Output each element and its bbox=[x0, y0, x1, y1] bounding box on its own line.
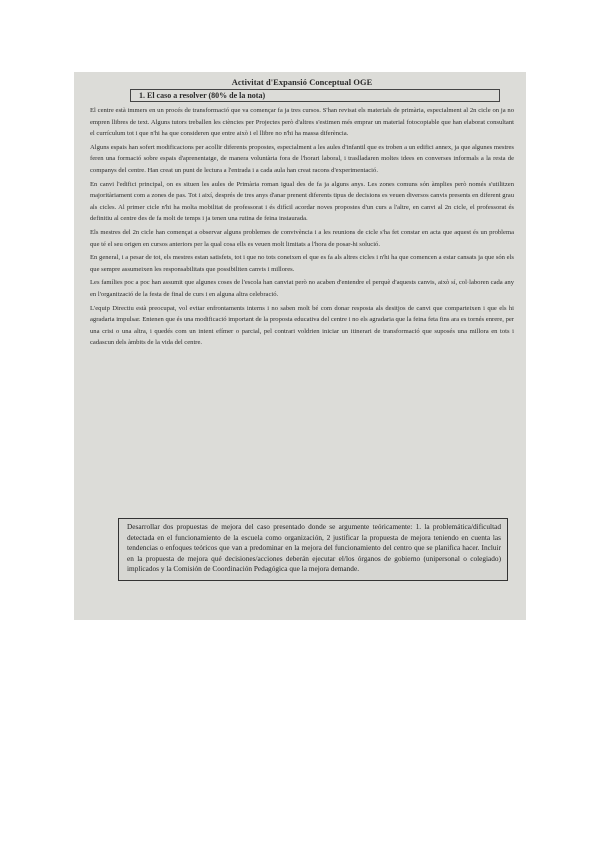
document-title: Activitat d'Expansió Conceptual OGE bbox=[231, 78, 373, 87]
paragraph-1: El centre està immers en un procés de transformació que va començar fa ja tres cursos. S'han revisat els materials de primària, especialment al 2n cicle on ja no empren llibres de text. Alguns tutors treballen les ciències per Projectes però d'altres s'estimen més emprar un material fotocopiable que han elaborat consultant el currículum tot i que n'hi ha que consideren que entre això i el llibre no n'hi ha massa diferència. bbox=[90, 107, 514, 138]
paragraph-3: En canvi l'edifici principal, on es situen les aules de Primària roman igual des de fa ja alguns anys. Les zones comuns són àmplies però només s'utilitzen majoritàriament com a zones de pas. Tot i així, després de tres anys d'anar prenent diferents tipus de decisions es veuen diversos canvis presents en diferent grau als cicles. Al primer cicle n'hi ha molta mobilitat de professorat i és difícil acordar noves propostes d'un curs a l'altre, en canvi al 2n cicle, el professorat és definitiu al centre des de fa molt de temps i ja tenen una rutina de feina instaurada. bbox=[90, 180, 514, 223]
scanned-page bbox=[74, 72, 526, 620]
section-heading: 1. El caso a resolver (80% de la nota) bbox=[130, 89, 500, 102]
paragraph-4: Els mestres del 2n cicle han començat a observar alguns problemes de convivència i a les reunions de cicle s'ha fet constar en acta que aquest és un problema que té el seu origen en cursos anteriors per la qual cosa ells es veuen molt limitats a l'hora de posar-hi solució. bbox=[90, 228, 514, 248]
paragraph-5: En general, i a pesar de tot, els mestres estan satisfets, tot i que no tots coneixen el que es fa als altres cicles i n'hi ha que comencen a estar cansats ja que són els que sempre assumeixen les responsabilitats que possibiliten canvis i millores. bbox=[90, 254, 514, 273]
paragraph-7: L'equip Directiu està preocupat, vol evitar enfrontaments interns i no saben molt bé com donar resposta als desitjos de canvi que comparteixen i que els hi agradaria impulsar. Entenen que és una modificació important de la proposta educativa del centre i no els agradaria que la feina feta fins ara es tornés enrere, per una crisi o una altra, i quedés com un intent efímer o parcial, pel contrari voldrien iniciar un itinerari de transformació que suposés una millora en tots i cadascun dels àmbits de la vida del centre. bbox=[90, 304, 514, 347]
paragraph-2: Alguns espais han sofert modificacions per acollir diferents propostes, especialment a les aules d'infantil que es troben a un edifici annex, ja que algunes mestres feren una formació sobre espais d'aprenentatge, de manera voluntària fora de l'horari laboral, i traslladaren moltes idees en converses informals a la resta de companys del centre. Han creat un punt de lectura a l'entrada i a cada aula han creat racons d'experimentació. bbox=[90, 143, 514, 174]
paragraph-6: Les famílies poc a poc han assumit que algunes coses de l'escola han canviat però no acaben d'entendre el perquè d'aquests canvis, això sí, col·laboren cada any en l'organització de la festa de final de curs i en alguna altra celebració. bbox=[90, 279, 514, 298]
task-instructions-box: Desarrollar dos propuestas de mejora del caso presentado donde se argumente teóricamente: 1. la problemática/dificultad detectada en el funcionamiento de la escuela como organización, 2 justificar la propuesta de mejora teniendo en cuenta las tendencias o enfoques teóricos que van a predominar en la mejora del funcionamiento del centro que se planifica hacer. Incluir en la propuesta de mejora qué decisiones/acciones deberán ejecutar el/los órganos de gobierno (unipersonal o colegiado) implicados y la Comisión de Coordinación Pedagógica que la mejora demande. bbox=[118, 518, 508, 581]
